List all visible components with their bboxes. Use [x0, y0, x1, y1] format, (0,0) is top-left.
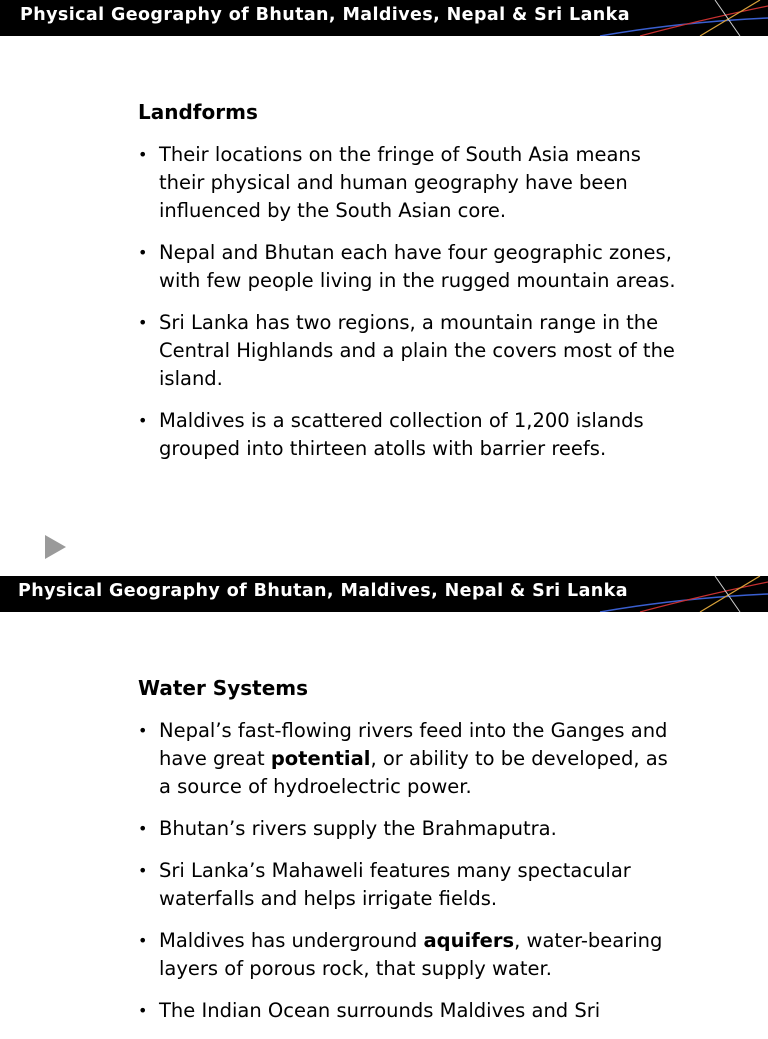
slide-banner: [0, 0, 768, 36]
bullet-item: [138, 239, 678, 295]
bullet-dot-icon: •: [138, 931, 148, 950]
bullet-item: [138, 717, 678, 801]
bullet-list: [138, 717, 678, 1039]
bullet-text: Bhutan’s rivers supply the Brahmaputra.: [159, 817, 557, 840]
bullet-dot-icon: •: [138, 243, 148, 262]
bullet-text: Maldives has underground: [159, 929, 424, 952]
bullet-item: [138, 309, 678, 393]
bullet-text: Their locations on the fringe of South Asia means their physical and human geography have been influenced by the South Asian core.: [159, 143, 641, 222]
bullet-dot-icon: •: [138, 313, 148, 332]
bullet-list: [138, 141, 678, 477]
banner-title: Physical Geography of Bhutan, Maldives, Nepal & Sri Lanka: [18, 581, 628, 601]
bullet-item: [138, 141, 678, 225]
banner-title: Physical Geography of Bhutan, Maldives, Nepal & Sri Lanka: [20, 5, 630, 25]
bullet-dot-icon: •: [138, 861, 148, 880]
bullet-item: [138, 857, 678, 913]
bullet-text: Sri Lanka has two regions, a mountain range in the Central Highlands and a plain the covers most of the island.: [159, 311, 675, 390]
bullet-item: [138, 407, 678, 463]
bold-term: aquifers: [423, 929, 515, 952]
bullet-text: Sri Lanka’s Mahaweli features many spectacular waterfalls and helps irrigate fields.: [159, 859, 631, 910]
section-heading: Water Systems: [138, 676, 309, 700]
bold-term: potential: [270, 747, 371, 770]
section-heading: Landforms: [138, 100, 258, 124]
play-triangle-icon[interactable]: [45, 535, 66, 559]
bullet-dot-icon: •: [138, 411, 148, 430]
slide-water-systems: [0, 576, 768, 1024]
bullet-dot-icon: •: [138, 1001, 148, 1020]
bullet-item: [138, 997, 678, 1025]
bullet-item: [138, 927, 678, 983]
slide-banner: [0, 576, 768, 612]
bullet-text: , or ability to be developed, as a source of hydroelectric power.: [159, 747, 668, 798]
bullet-dot-icon: •: [138, 721, 148, 740]
bullet-text: The Indian Ocean surrounds Maldives and Sri: [159, 999, 601, 1022]
bullet-text: Nepal and Bhutan each have four geographic zones, with few people living in the rugged mountain areas.: [159, 241, 676, 292]
bullet-dot-icon: •: [138, 819, 148, 838]
bullet-text: Nepal’s fast-flowing rivers feed into the Ganges and have great: [159, 719, 668, 770]
bullet-item: [138, 815, 678, 843]
bullet-text: Maldives is a scattered collection of 1,200 islands grouped into thirteen atolls with barrier reefs.: [159, 409, 644, 460]
bullet-text: , water-bearing layers of porous rock, that supply water.: [159, 929, 663, 980]
bullet-dot-icon: •: [138, 145, 148, 164]
